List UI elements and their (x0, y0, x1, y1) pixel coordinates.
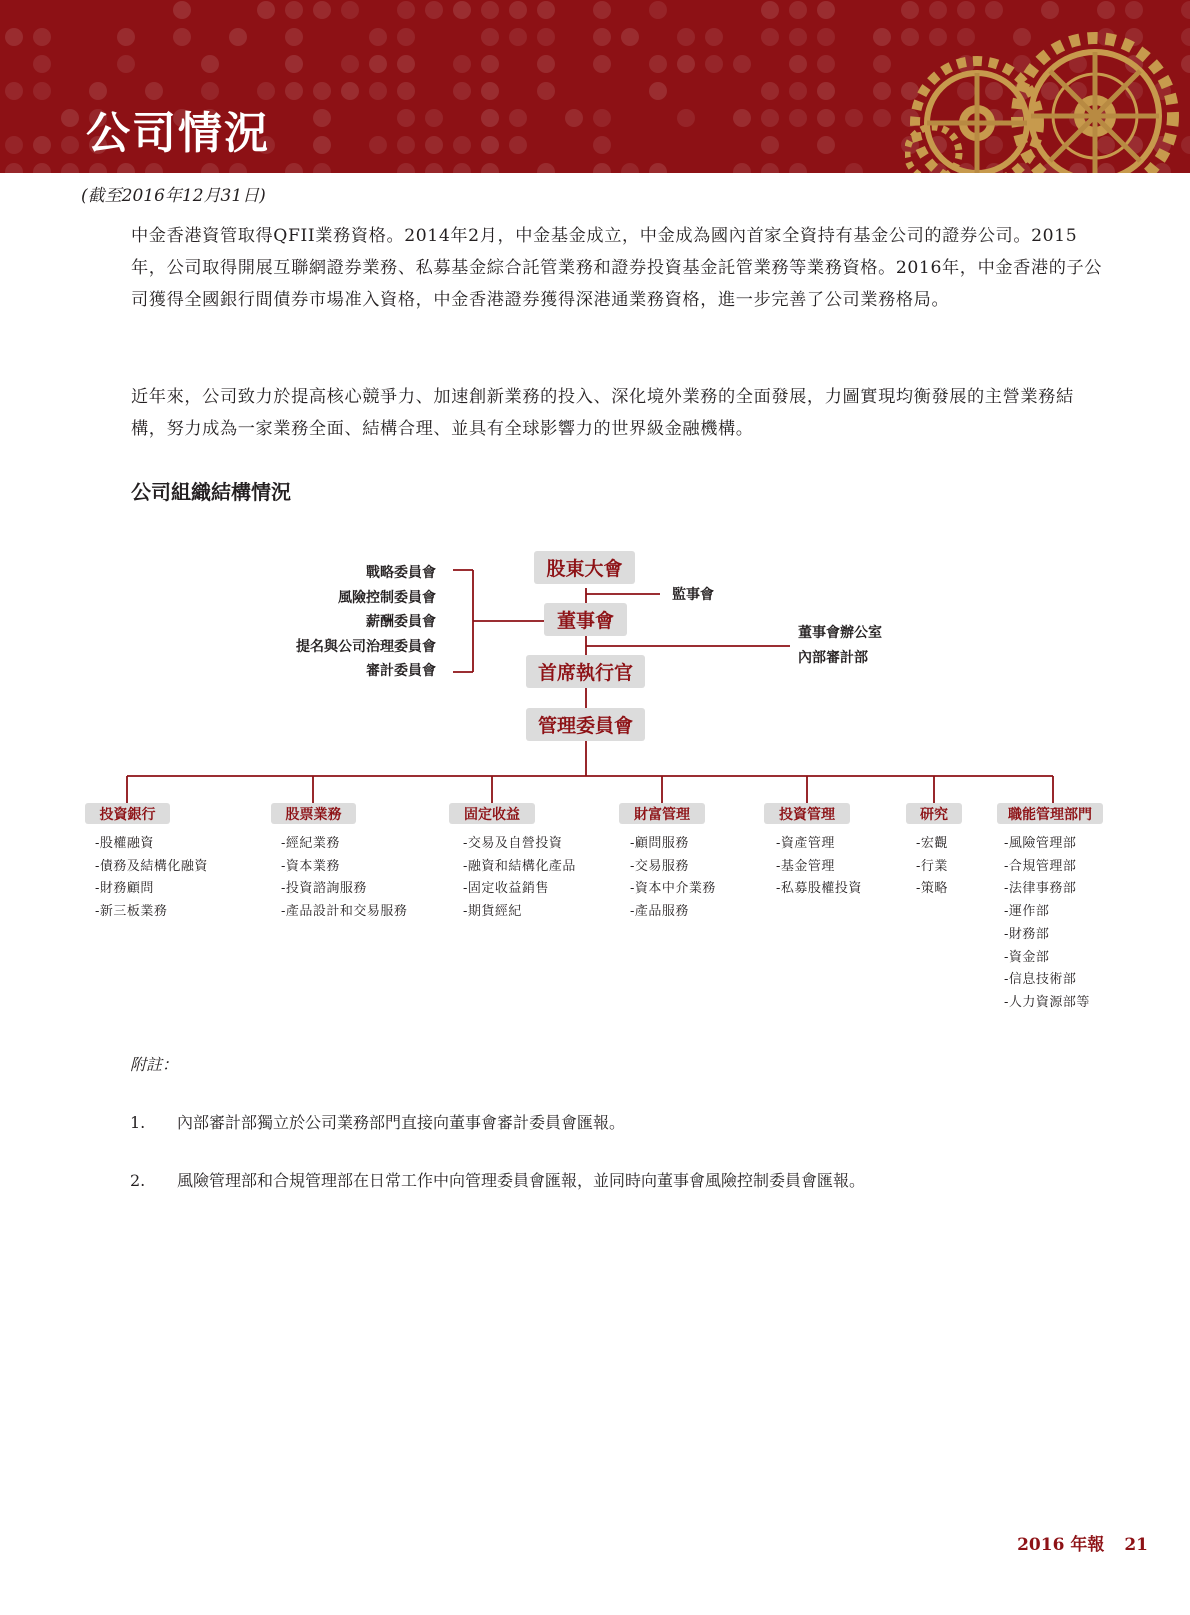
note-number: 1. (130, 1113, 146, 1132)
section-title: 公司組織結構情況 (131, 480, 291, 504)
note-item (130, 1168, 865, 1191)
board-committees-list (296, 561, 436, 684)
dept-items-list (95, 833, 208, 924)
dept-item: -財務部 (1004, 926, 1050, 942)
dept-investment-management: 投資管理 (764, 803, 850, 824)
dept-item: -融資和結構化產品 (463, 858, 576, 874)
dept-item: -產品設計和交易服務 (281, 904, 408, 920)
dept-item: -信息技術部 (1004, 972, 1077, 988)
dept-item: -顧問服務 (630, 836, 689, 851)
dept-item: -投資諮詢服務 (281, 881, 367, 897)
dept-item: -交易服務 (630, 858, 689, 874)
note-text: 內部審計部獨立於公司業務部門直接向董事會審計委員會匯報。 (177, 1113, 626, 1132)
dept-item: -交易及自營投資 (463, 836, 563, 851)
dept-item: -私募股權投資 (776, 881, 862, 897)
date-note: (截至2016年12月31日) (81, 186, 266, 206)
dept-fixed-income: 固定收益 (449, 803, 535, 824)
dept-items-list (630, 833, 716, 924)
dept-item: -行業 (916, 858, 948, 874)
dept-item: -資產管理 (776, 836, 835, 851)
dept-item: -債務及結構化融資 (95, 858, 208, 874)
page-footer (1017, 1530, 1148, 1555)
committee-item: 薪酬委員會 (366, 614, 436, 630)
dept-item: -期貨經紀 (463, 904, 522, 920)
office-item: 內部審計部 (798, 649, 868, 666)
board-offices-list (798, 621, 882, 670)
dept-item: -資本中介業務 (630, 881, 716, 897)
committee-item: 風險控制委員會 (338, 589, 436, 606)
report-label: 2016 年報 (1017, 1535, 1105, 1555)
board-box: 董事會 (544, 603, 627, 636)
dept-items-list (916, 833, 948, 901)
dept-equities: 股票業務 (271, 803, 356, 824)
dept-wealth-management: 財富管理 (619, 803, 705, 824)
dept-item: -人力資源部等 (1004, 994, 1090, 1010)
dept-item: -固定收益銷售 (463, 881, 549, 897)
dept-item: -產品服務 (630, 904, 689, 920)
dept-item: -風險管理部 (1004, 836, 1077, 851)
page-number: 21 (1124, 1535, 1148, 1555)
committee-item: 審計委員會 (366, 663, 436, 679)
dept-item: -財務顧問 (95, 881, 154, 897)
dept-item: -宏觀 (916, 836, 948, 851)
dept-item: -基金管理 (776, 858, 835, 874)
dept-items-list (776, 833, 862, 901)
note-number: 2. (130, 1171, 146, 1190)
page-title: 公司情況 (86, 108, 270, 159)
dept-item: -資本業務 (281, 858, 340, 874)
intro-paragraph-1: 中金香港資管取得QFII業務資格。2014年2月，中金基金成立，中金成為國內首家全資持有基金公司的證券公司。2015年，公司取得開展互聯網證券業務、私募基金綜合託管業務和證券投資基金託管業務等業務資格。2016年，中金香港的子公司獲得全國銀行間債券市場准入資格，中金香港證券獲得深港通業務資格，進一步完善了公司業務格局。 (131, 226, 1103, 310)
note-item (130, 1110, 625, 1133)
dept-item: -法律事務部 (1004, 881, 1077, 897)
dept-items-list (281, 833, 407, 924)
dept-functional-management: 職能管理部門 (997, 803, 1103, 824)
committee-item: 提名與公司治理委員會 (296, 638, 436, 655)
dept-item: -股權融資 (95, 836, 154, 851)
office-item: 董事會辦公室 (798, 625, 882, 641)
committee-item: 戰略委員會 (366, 565, 436, 581)
dept-investment-banking: 投資銀行 (85, 803, 170, 824)
note-text: 風險管理部和合規管理部在日常工作中向管理委員會匯報，並同時向董事會風險控制委員會匯報。 (177, 1171, 866, 1190)
notes-title: 附註： (130, 1055, 179, 1074)
dept-item: -合規管理部 (1004, 858, 1077, 874)
intro-paragraph-2: 近年來，公司致力於提高核心競爭力、加速創新業務的投入、深化境外業務的全面發展，力圖實現均衡發展的主營業務結構，努力成為一家業務全面、結構合理、並具有全球影響力的世界級金融機構。 (131, 387, 1074, 439)
supervisors-label: 監事會 (672, 587, 714, 603)
shareholders-box: 股東大會 (534, 551, 635, 584)
dept-item: -運作部 (1004, 904, 1050, 920)
dept-item: -新三板業務 (95, 904, 168, 920)
dept-item: -經紀業務 (281, 836, 340, 851)
dept-research: 研究 (906, 803, 962, 824)
dept-items-list (463, 833, 576, 924)
ceo-box: 首席執行官 (526, 655, 645, 688)
dept-items-list (1004, 833, 1090, 1015)
dept-item: -策略 (916, 881, 948, 897)
management-committee-box: 管理委員會 (526, 708, 645, 741)
dept-item: -資金部 (1004, 949, 1050, 965)
